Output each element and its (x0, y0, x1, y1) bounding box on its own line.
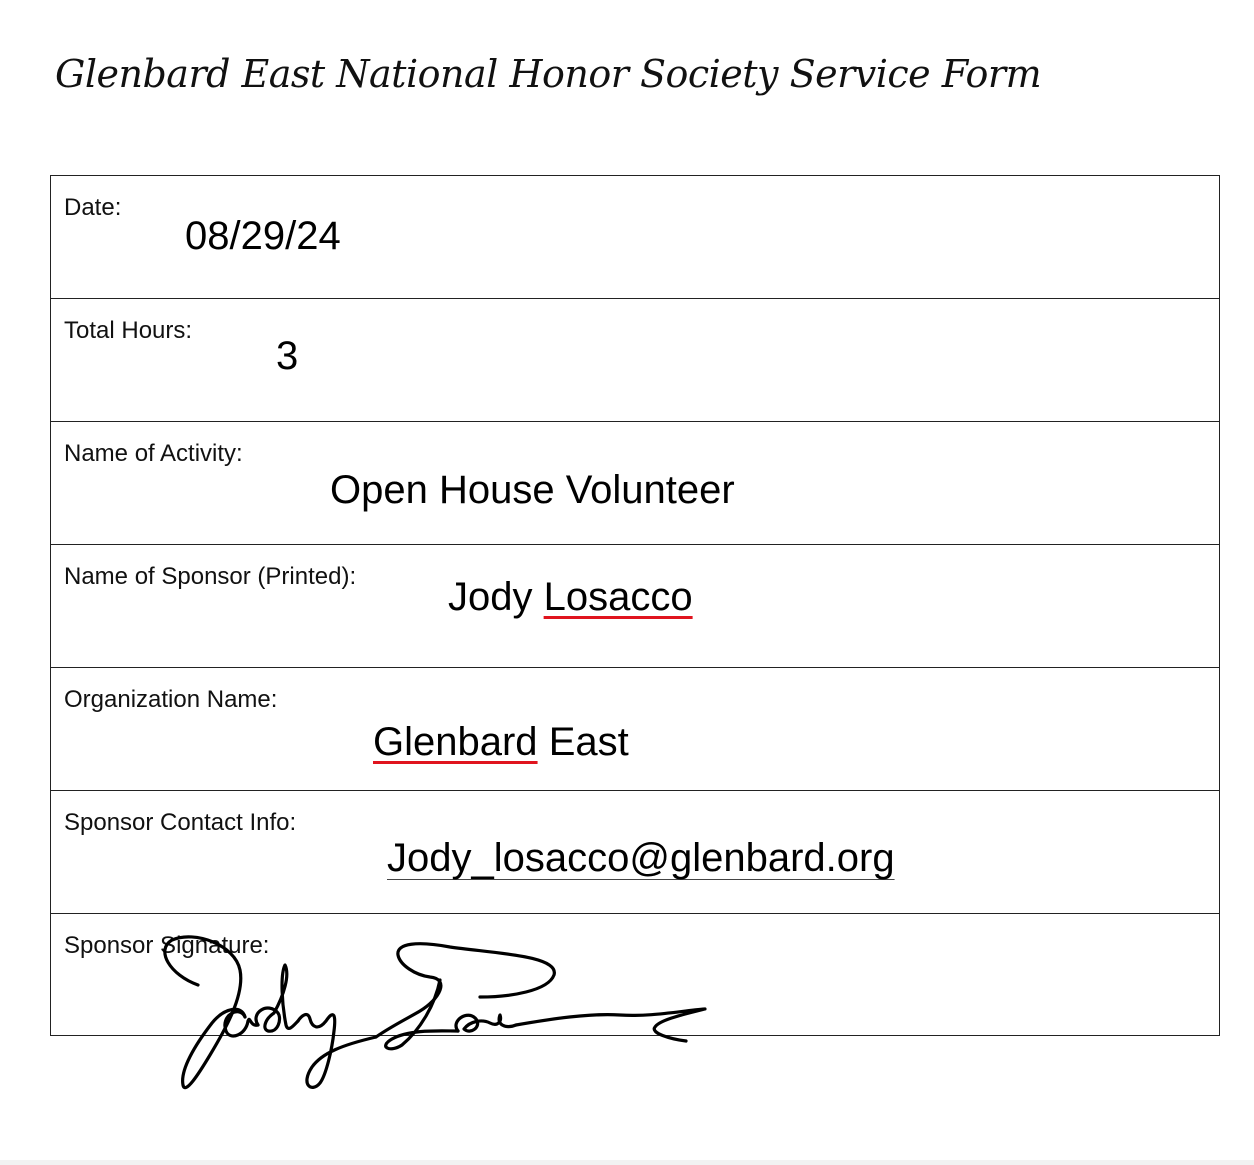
date-value[interactable]: 08/29/24 (185, 214, 341, 258)
row-total-hours (51, 299, 1219, 422)
total-hours-value[interactable]: 3 (276, 334, 299, 378)
total-hours-label: Total Hours: (64, 317, 193, 344)
page-bottom-edge (0, 1160, 1254, 1165)
contact-label: Sponsor Contact Info: (64, 809, 297, 836)
date-label: Date: (64, 194, 122, 221)
service-form-table (50, 175, 1220, 1036)
sponsor-name-value[interactable] (448, 575, 693, 620)
contact-email-link[interactable]: Jody_losacco@glenbard.org (387, 836, 895, 880)
row-date (51, 176, 1219, 299)
sponsor-last-name: Losacco (543, 575, 693, 619)
handwritten-signature-icon (150, 935, 720, 1100)
sponsor-name-label: Name of Sponsor (Printed): (64, 563, 357, 590)
form-title: Glenbard East National Honor Society Service Form (55, 52, 1042, 96)
activity-label: Name of Activity: (64, 440, 243, 467)
row-sponsor-name (51, 545, 1219, 668)
organization-value[interactable] (373, 720, 629, 765)
activity-value[interactable]: Open House Volunteer (330, 468, 735, 512)
row-activity (51, 422, 1219, 545)
organization-first-word: Glenbard (373, 720, 538, 764)
signature-label: Sponsor Signature: (64, 932, 270, 959)
organization-second-word: East (548, 720, 629, 764)
sponsor-first-name: Jody (448, 575, 533, 619)
organization-label: Organization Name: (64, 686, 278, 713)
row-organization (51, 668, 1219, 791)
row-contact (51, 791, 1219, 914)
